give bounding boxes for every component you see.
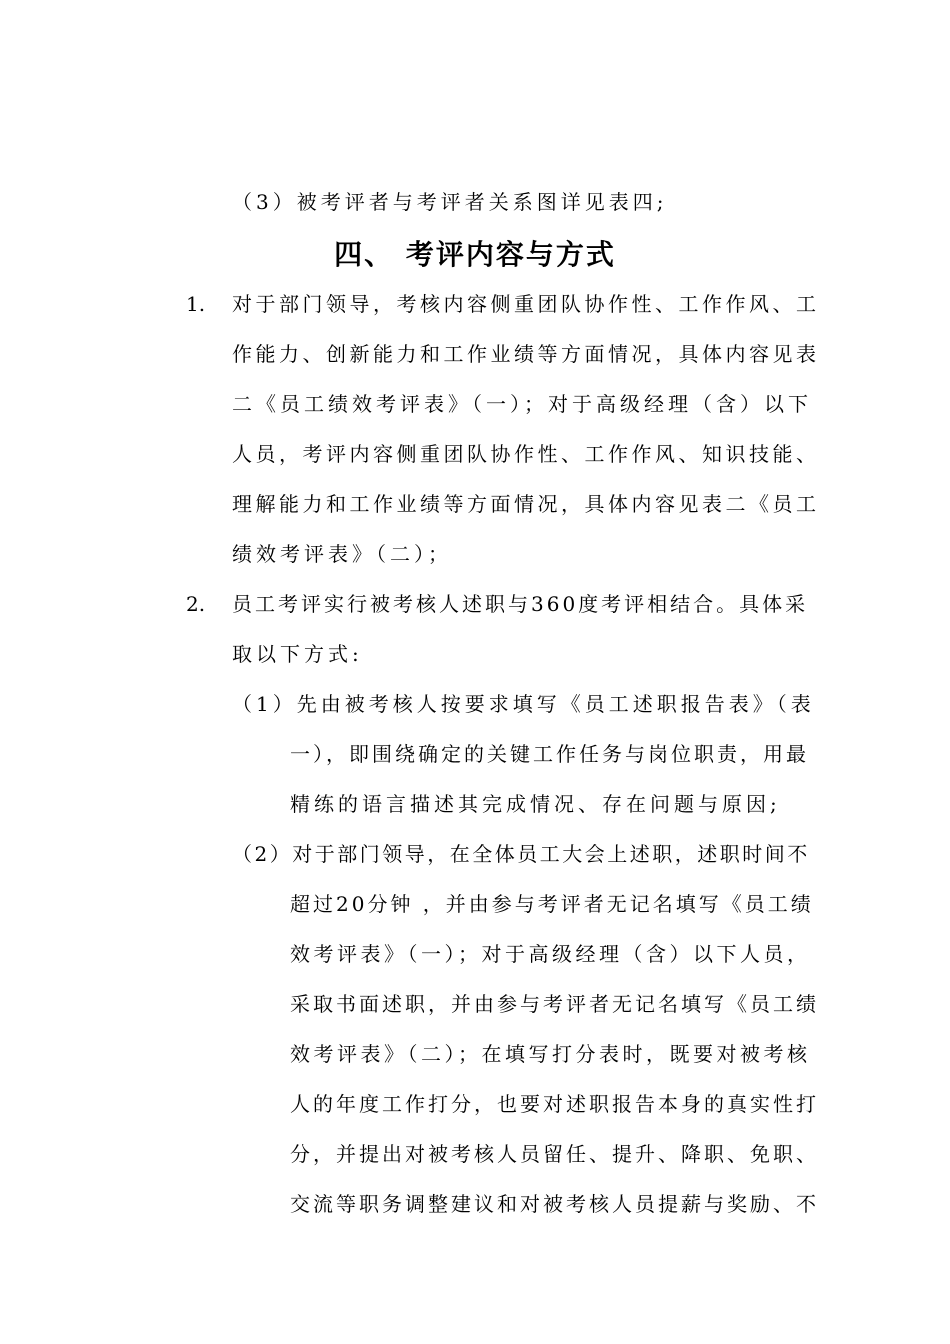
item1-line: 人员，考评内容侧重团队协作性、工作作风、知识技能、 xyxy=(232,442,820,466)
sub2-line: 人的年度工作打分，也要对述职报告本身的真实性打 xyxy=(290,1092,819,1116)
sub1-line: 精练的语言描述其完成情况、存在问题与原因; xyxy=(290,792,781,816)
item2-number: 2. xyxy=(186,592,206,616)
section-heading: 四、 考评内容与方式 xyxy=(334,238,616,271)
item1-line: 绩效考评表》（二）； xyxy=(232,542,452,566)
intro-line: （3）被考评者与考评者关系图详见表四; xyxy=(232,190,668,214)
sub2-line: （2）对于部门领导，在全体员工大会上述职，述职时间不 xyxy=(232,842,810,866)
sub2-line: 分，并提出对被考核人员留任、提升、降职、免职、 xyxy=(290,1142,819,1166)
item2-line: 取以下方式: xyxy=(232,642,363,666)
sub2-line: 效考评表》（一）；对于高级经理（含）以下人员， xyxy=(290,942,811,966)
item1-line: 理解能力和工作业绩等方面情况，具体内容见表二《员工 xyxy=(232,492,820,516)
sub2-line: 超过20分钟 ，并由参与考评者无记名填写《员工绩 xyxy=(290,892,814,916)
sub2-line: 采取书面述职，并由参与考评者无记名填写《员工绩 xyxy=(290,992,819,1016)
item1-line: 作能力、创新能力和工作业绩等方面情况，具体内容见表 xyxy=(232,342,820,366)
item1-line: 对于部门领导，考核内容侧重团队协作性、工作作风、工 xyxy=(232,292,820,316)
item1-number: 1. xyxy=(186,292,206,316)
item2-line: 员工考评实行被考核人述职与360度考评相结合。具体采 xyxy=(232,592,809,616)
sub1-line: 一），即围绕确定的关键工作任务与岗位职责，用最 xyxy=(290,742,809,766)
sub1-line: （1）先由被考核人按要求填写《员工述职报告表》（表 xyxy=(232,692,815,716)
sub2-line: 交流等职务调整建议和对被考核人员提薪与奖励、不 xyxy=(290,1192,819,1216)
sub2-line: 效考评表》（二）；在填写打分表时，既要对被考核 xyxy=(290,1042,811,1066)
item1-line: 二《员工绩效考评表》（一）；对于高级经理（含）以下 xyxy=(232,392,812,416)
